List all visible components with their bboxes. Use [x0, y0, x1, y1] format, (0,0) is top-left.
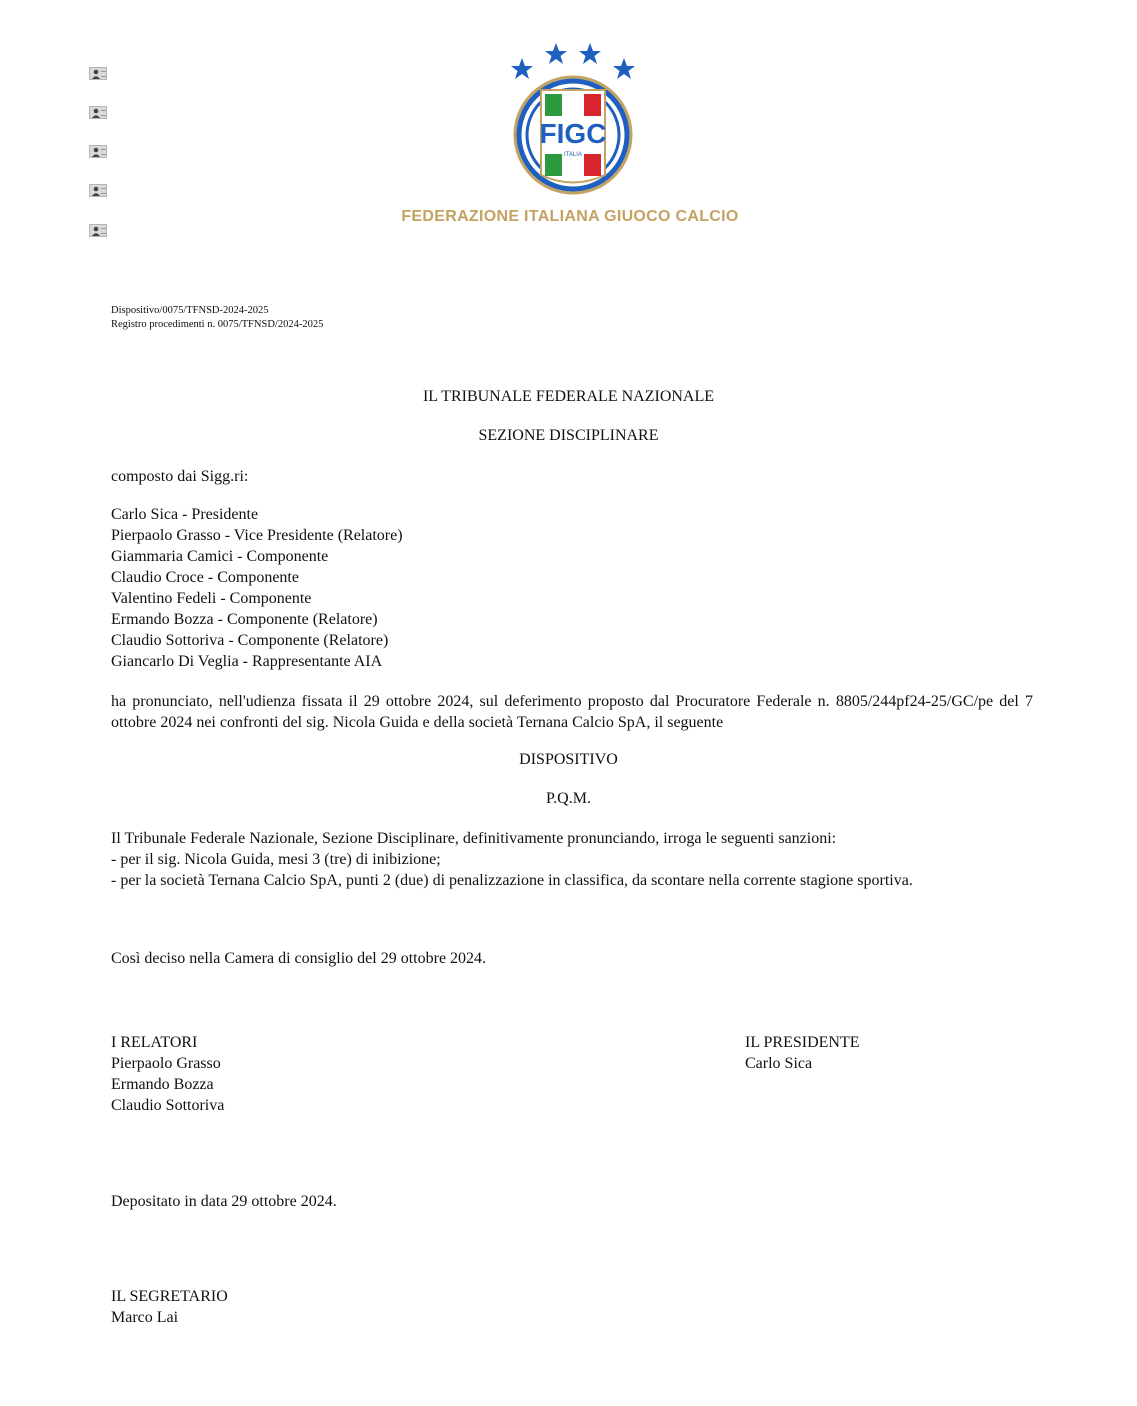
- contact-card-icon[interactable]: [89, 106, 107, 119]
- segretario-signature-block: [111, 1286, 228, 1328]
- logo-subtext: ITALIA: [564, 152, 582, 158]
- sanctions-block: [111, 828, 913, 891]
- sanctions-intro: Il Tribunale Federale Nazionale, Sezione Disciplinare, definitivamente pronunciando, irroga le seguenti sanzioni:: [111, 830, 837, 847]
- contact-card-icon[interactable]: [89, 67, 107, 80]
- list-item: Carlo Sica - Presidente: [111, 506, 259, 523]
- members-list: [111, 504, 403, 672]
- list-item: Pierpaolo Grasso - Vice Presidente (Relatore): [111, 527, 403, 544]
- dispositivo-reference: Dispositivo/0075/TFNSD-2024-2025: [111, 305, 269, 316]
- sanction-item: - per la società Ternana Calcio SpA, punti 2 (due) di penalizzazione in classifica, da scontare nella corrente stagione sportiva.: [111, 872, 913, 889]
- logo-text: FIGC: [539, 118, 607, 149]
- star-icon: [511, 43, 635, 79]
- list-item: Ermando Bozza - Componente (Relatore): [111, 611, 378, 628]
- relatore-name: Claudio Sottoriva: [111, 1097, 225, 1114]
- pronouncement-paragraph: ha pronunciato, nell'udienza fissata il 29 ottobre 2024, sul deferimento proposto dal Procuratore Federale n. 8805/244pf24-25/GC/pe del 7 ottobre 2024 nei confronti del sig. Nicola Guida e della società Ternana Calcio SpA, il seguente: [111, 693, 1033, 731]
- relatore-name: Ermando Bozza: [111, 1076, 214, 1093]
- segretario-name: Marco Lai: [111, 1309, 179, 1326]
- list-item: Claudio Sottoriva - Componente (Relatore): [111, 632, 389, 649]
- list-item: Valentino Fedeli - Componente: [111, 590, 312, 607]
- composition-intro: composto dai Sigg.ri:: [111, 468, 249, 485]
- org-name: FEDERAZIONE ITALIANA GIUOCO CALCIO: [401, 208, 739, 225]
- decision-statement: Così deciso nella Camera di consiglio del 29 ottobre 2024.: [111, 950, 487, 967]
- contact-card-icon[interactable]: [89, 224, 107, 237]
- pqm-label: P.Q.M.: [546, 790, 591, 807]
- relatori-heading: I RELATORI: [111, 1034, 198, 1051]
- tribunal-title: IL TRIBUNALE FEDERALE NAZIONALE: [422, 388, 715, 405]
- relatori-signature-block: [111, 1032, 224, 1116]
- figc-logo: [508, 40, 638, 200]
- contact-card-icon[interactable]: [89, 145, 107, 158]
- sanction-item: - per il sig. Nicola Guida, mesi 3 (tre) di inibizione;: [111, 851, 441, 868]
- presidente-heading: IL PRESIDENTE: [745, 1034, 860, 1051]
- reference-block: [111, 304, 323, 332]
- list-item: Giancarlo Di Veglia - Rappresentante AIA: [111, 653, 383, 670]
- deposit-statement: Depositato in data 29 ottobre 2024.: [111, 1193, 337, 1210]
- relatore-name: Pierpaolo Grasso: [111, 1055, 221, 1072]
- presidente-signature-block: [745, 1032, 860, 1074]
- presidente-name: Carlo Sica: [745, 1055, 813, 1072]
- list-item: Giammaria Camici - Componente: [111, 548, 329, 565]
- contact-card-icon[interactable]: [89, 184, 107, 197]
- registro-reference: Registro procedimenti n. 0075/TFNSD/2024-2025: [111, 319, 324, 330]
- list-item: Claudio Croce - Componente: [111, 569, 299, 586]
- segretario-heading: IL SEGRETARIO: [111, 1288, 228, 1305]
- dispositivo-title: DISPOSITIVO: [519, 751, 618, 768]
- section-title: SEZIONE DISCIPLINARE: [478, 427, 659, 444]
